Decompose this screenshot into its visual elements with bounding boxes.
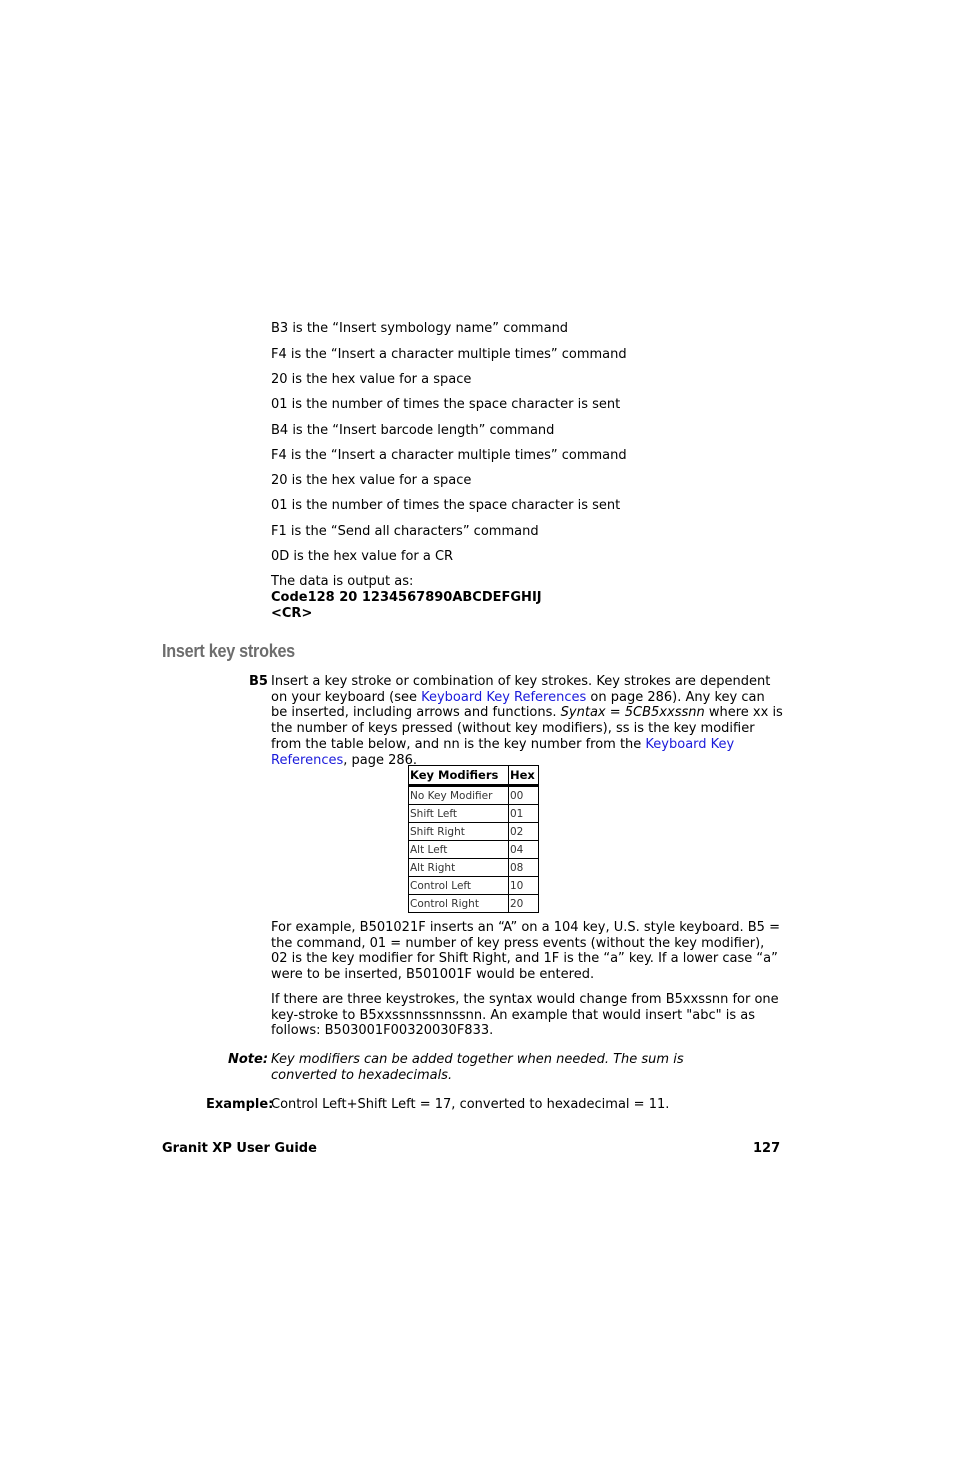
table-header: Hex <box>509 766 539 786</box>
command-line: F4 is the “Insert a character multiple times” command <box>271 448 627 463</box>
output-line: Code128 20 1234567890ABCDEFGHIJ <box>271 590 542 605</box>
example-text: Control Left+Shift Left = 17, converted to hexadecimal = 11. <box>271 1097 670 1112</box>
b5-text: Insert a key stroke or combination of key strokes. Key strokes are dependent on your keyboard (see <box>271 674 771 705</box>
syntax-text: Syntax = 5CB5xxssnn <box>560 705 705 721</box>
table-cell: Shift Left <box>409 805 509 823</box>
table-row <box>409 841 539 859</box>
table-cell: No Key Modifier <box>409 786 509 805</box>
page-number: 127 <box>753 1141 781 1156</box>
command-line: F1 is the “Send all characters” command <box>271 524 539 539</box>
output-line: <CR> <box>271 606 313 621</box>
table-cell: Control Left <box>409 877 509 895</box>
table-cell: Control Right <box>409 895 509 913</box>
table-row <box>409 805 539 823</box>
keyboard-key-references-link[interactable]: Keyboard Key References <box>421 689 587 705</box>
table-row <box>409 823 539 841</box>
note-label: Note: <box>228 1052 269 1067</box>
table-cell: 20 <box>509 895 539 913</box>
table-cell: 08 <box>509 859 539 877</box>
section-heading: Insert key strokes <box>162 641 295 661</box>
example-label: Example: <box>206 1097 274 1112</box>
table-cell: Alt Left <box>409 841 509 859</box>
key-modifiers-table <box>408 765 539 913</box>
table-header: Key Modifiers <box>409 766 509 786</box>
table-row <box>409 859 539 877</box>
b5-label: B5 <box>249 674 268 689</box>
table-cell: Shift Right <box>409 823 509 841</box>
b5-text: on page 286). Any key can be inserted, including arrows and functions. <box>271 689 765 721</box>
table-row <box>409 895 539 913</box>
command-line: 0D is the hex value for a CR <box>271 549 454 564</box>
command-line: B3 is the “Insert symbology name” command <box>271 321 569 336</box>
table-header-row <box>409 766 539 786</box>
table-cell: Alt Right <box>409 859 509 877</box>
b5-description <box>271 674 783 768</box>
example-paragraph: For example, B501021F inserts an “A” on a 104 key, U.S. style keyboard. B5 = the command, 01 = number of key press events (without the key modifier), 02 is the key modifier for Shift Right, and 1F is the “a” key. If a lower case “a” were to be inserted, B501001F would be entered. <box>271 920 780 983</box>
command-line: 20 is the hex value for a space <box>271 473 472 488</box>
table-row <box>409 786 539 805</box>
command-line: 20 is the hex value for a space <box>271 372 472 387</box>
command-line: B4 is the “Insert barcode length” command <box>271 423 555 438</box>
table-cell: 00 <box>509 786 539 805</box>
command-line: 01 is the number of times the space character is sent <box>271 498 621 513</box>
output-intro: The data is output as: <box>271 574 414 589</box>
footer-title: Granit XP User Guide <box>162 1141 317 1156</box>
keyboard-key-references-link[interactable]: Keyboard Key References <box>271 736 735 768</box>
table-cell: 10 <box>509 877 539 895</box>
three-keystrokes-paragraph: If there are three keystrokes, the syntax would change from B5xxssnn for one key-stroke to B5xxssnnssnnssnn. An example that would insert "abc" is as follows: B503001F00320030F833. <box>271 992 779 1039</box>
note-text: Key modifiers can be added together when needed. The sum is converted to hexadecimals. <box>271 1052 684 1083</box>
b5-text: where xx is the number of keys pressed (without key modifiers), ss is the key modifier from the table below, and nn is the key number from the <box>271 705 783 752</box>
b5-text: , page 286. <box>343 752 418 768</box>
table-row <box>409 877 539 895</box>
table-cell: 04 <box>509 841 539 859</box>
table-cell: 01 <box>509 805 539 823</box>
command-line: 01 is the number of times the space character is sent <box>271 397 621 412</box>
table-cell: 02 <box>509 823 539 841</box>
command-line: F4 is the “Insert a character multiple times” command <box>271 347 627 362</box>
